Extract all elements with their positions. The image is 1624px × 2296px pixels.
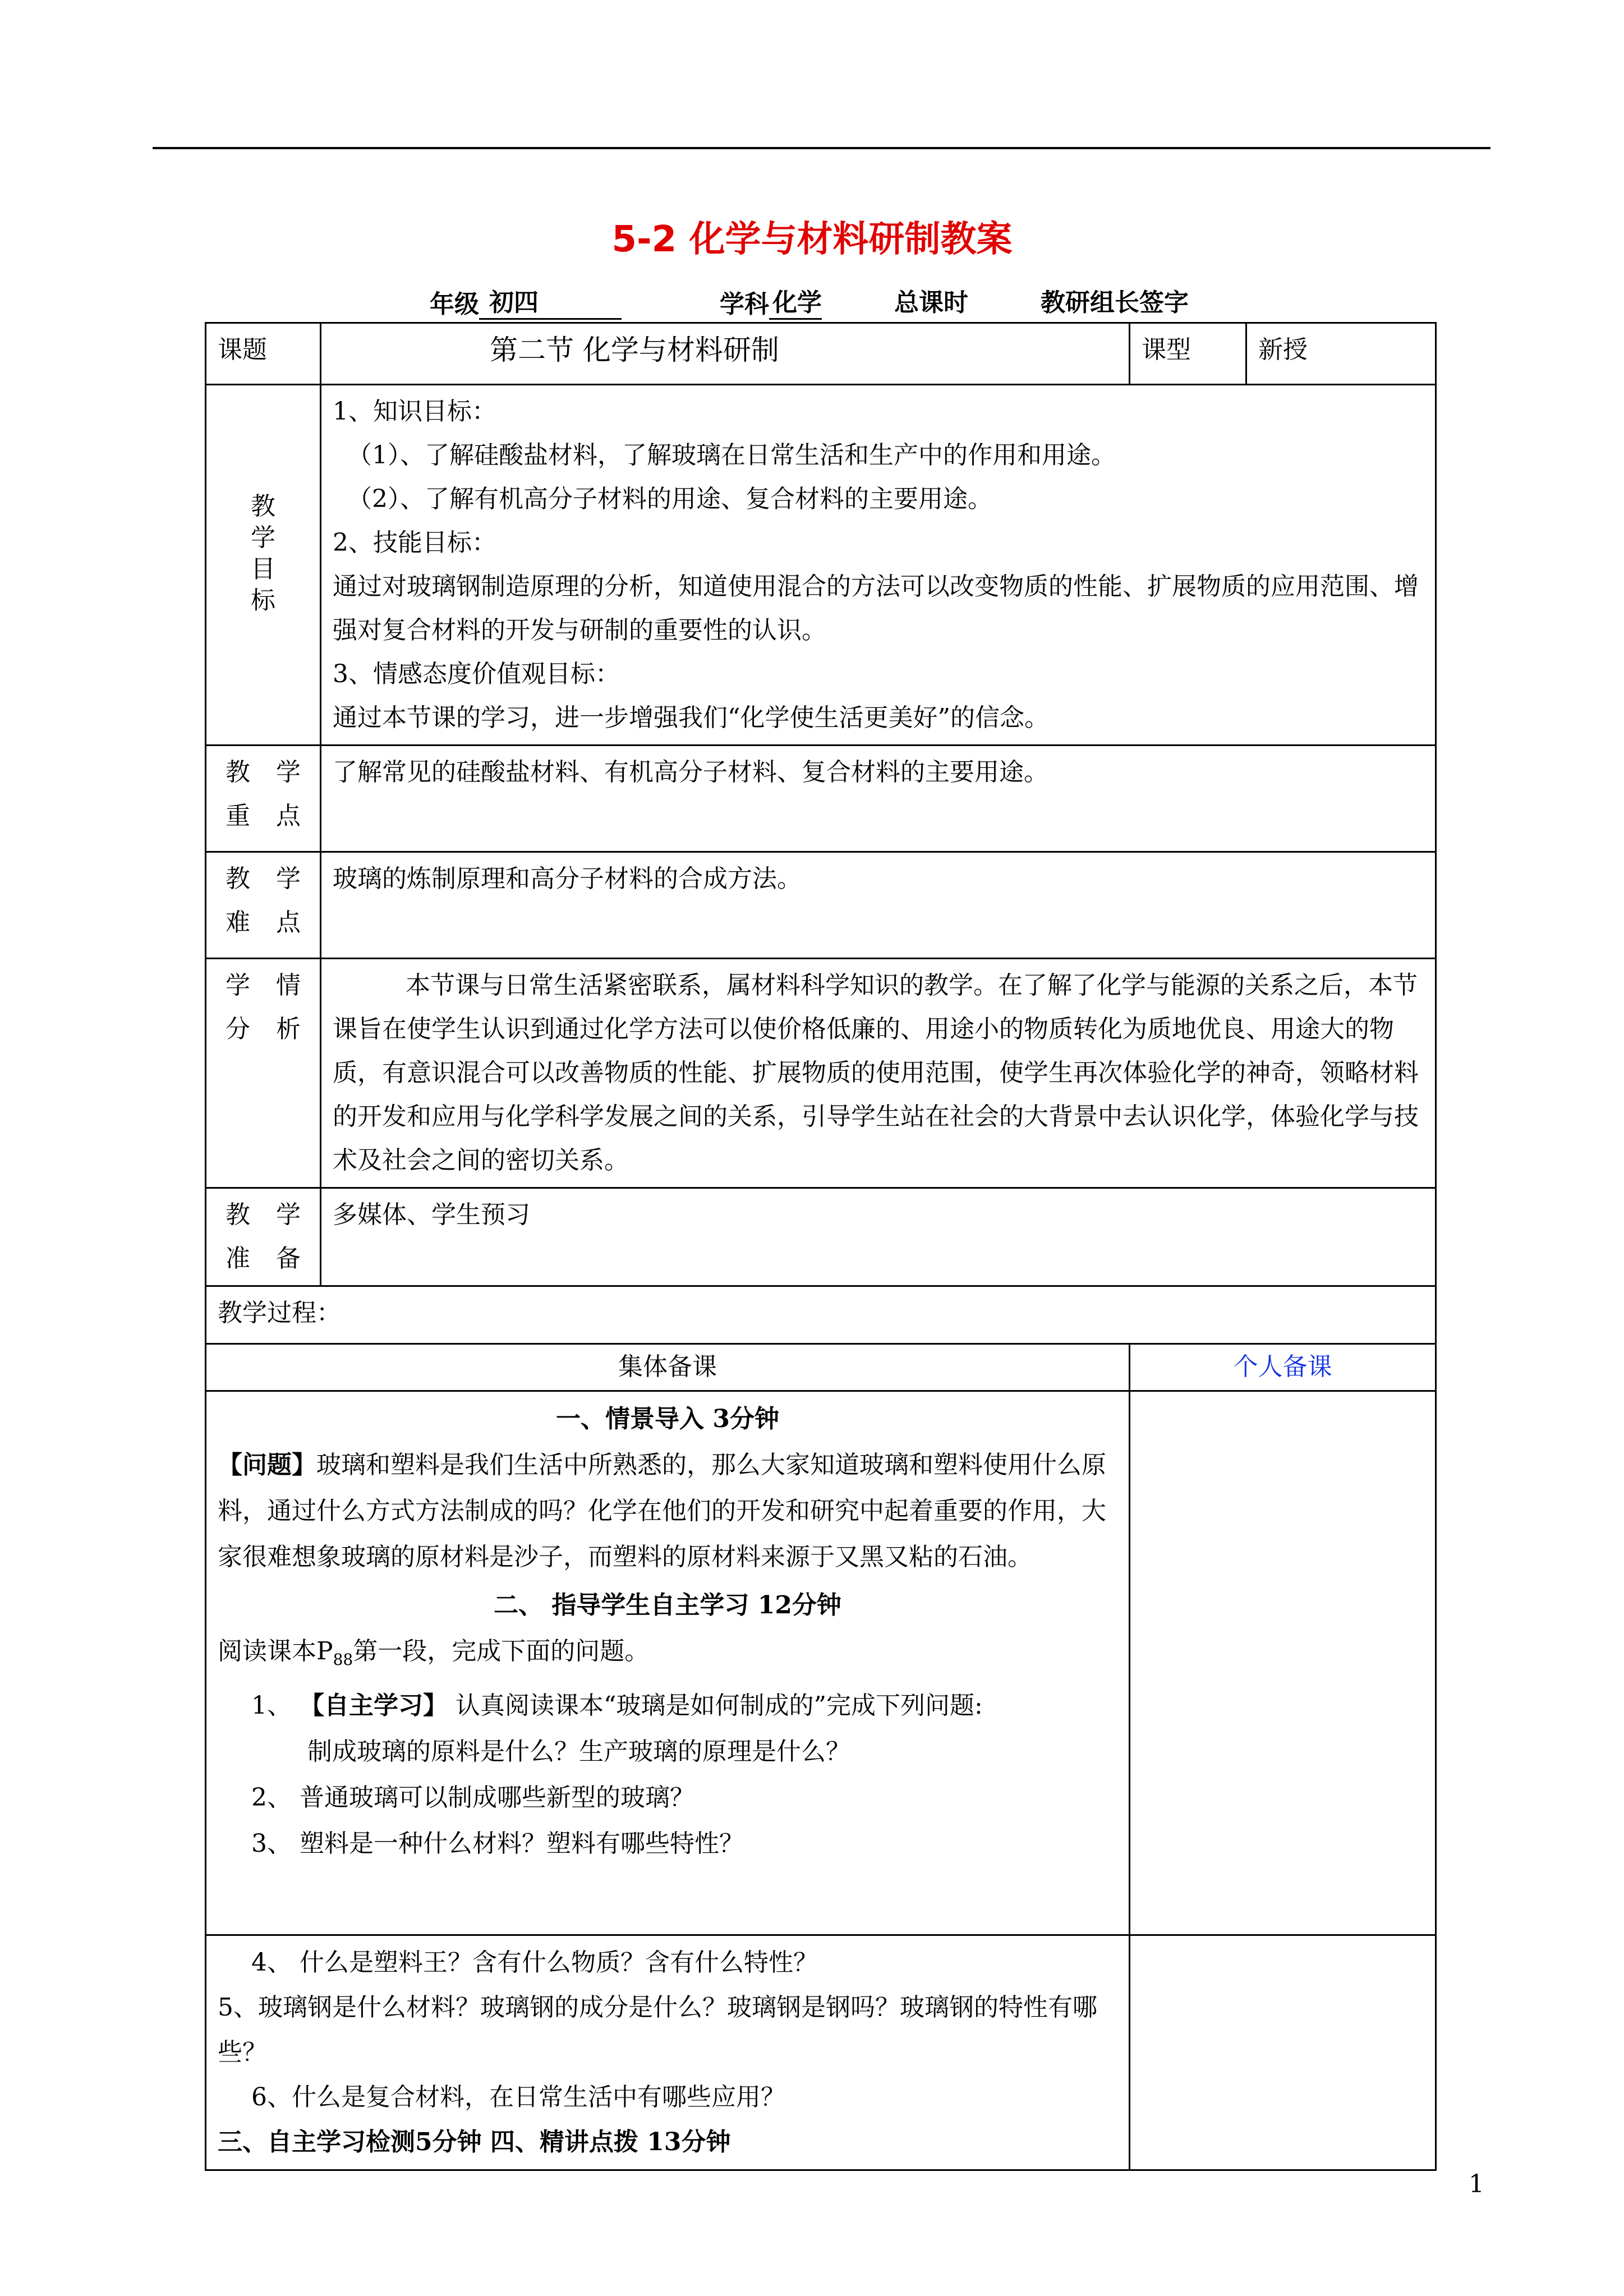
objectives-row xyxy=(206,385,1436,746)
question-tag: 【问题】 xyxy=(218,1451,316,1479)
difficulty-label-cell xyxy=(206,852,321,959)
page-number: 1 xyxy=(1469,2170,1484,2198)
item-6: 6、什么是复合材料，在日常生活中有哪些应用？ xyxy=(251,2083,785,2111)
prep-label-1: 教学 xyxy=(226,1200,301,1229)
keypoint-row xyxy=(206,746,1436,852)
process-label: 教学过程： xyxy=(206,1286,1436,1344)
item1-text: 认真阅读课本“玻璃是如何制成的”完成下列问题: xyxy=(448,1691,983,1720)
collective-label: 集体备课 xyxy=(206,1344,1130,1391)
difficulty-value: 玻璃的炼制原理和高分子材料的合成方法。 xyxy=(321,852,1436,959)
prep-value: 多媒体、学生预习 xyxy=(321,1188,1436,1286)
analysis-label-cell xyxy=(206,959,321,1188)
section1-body: 玻璃和塑料是我们生活中所熟悉的，那么大家知道玻璃和塑料使用什么原料，通过什么方式方法制成的吗？化学在他们的开发和研究中起着重要的作用，大家很难想象玻璃的原材料是沙子，而塑料的原材料来源于又黑又粘的石油。 xyxy=(218,1451,1106,1571)
page-title: 5-2 化学与材料研制教案 xyxy=(611,219,1013,260)
total-hours-label: 总课时 xyxy=(894,288,968,317)
prep-label-cell xyxy=(206,1188,321,1286)
item-1-sub: 制成玻璃的原料是什么？生产玻璃的原理是什么？ xyxy=(307,1737,850,1766)
objectives-label: 教学目标 xyxy=(251,492,275,615)
analysis-row xyxy=(206,959,1436,1188)
prep-label-2: 准备 xyxy=(226,1244,301,1273)
prep-row xyxy=(206,1188,1436,1286)
difficulty-label-2: 难点 xyxy=(226,908,301,937)
process-header-row xyxy=(206,1344,1436,1391)
grade-blank-tail xyxy=(543,318,622,320)
section3-heading: 三、自主学习检测5分钟 四、精讲点拨 13分钟 xyxy=(218,2128,731,2156)
read-prefix: 阅读课本P xyxy=(218,1637,333,1665)
section2-heading: 二、 指导学生自主学习 12分钟 xyxy=(494,1591,841,1619)
keypoint-label-cell xyxy=(206,746,321,852)
subject-field xyxy=(720,282,822,320)
personal-label: 个人备课 xyxy=(1130,1344,1436,1391)
item-2: 2、 普通玻璃可以制成哪些新型的玻璃？ xyxy=(251,1783,694,1812)
grade-label: 年级 xyxy=(430,290,479,319)
personal-content-2 xyxy=(1130,1935,1436,2170)
grade-blank-lead xyxy=(479,318,485,320)
topic-value: 第二节 化学与材料研制 xyxy=(321,323,1130,385)
section1-text xyxy=(218,1442,1117,1580)
collective-content-2 xyxy=(206,1935,1130,2170)
item-4: 4、 什么是塑料王？含有什么物质？含有什么特性？ xyxy=(251,1948,818,1977)
topic-row xyxy=(206,323,1436,385)
objective-line-4: 2、技能目标： xyxy=(333,528,496,557)
process-body-row-1 xyxy=(206,1391,1436,1935)
subject-value: 化学 xyxy=(769,282,822,320)
objective-line-5: 通过对玻璃钢制造原理的分析，知道使用混合的方法可以改变物质的性能、扩展物质的应用范围、增强对复合材料的开发与研制的重要性的认识。 xyxy=(333,572,1419,645)
header-rule xyxy=(153,147,1490,149)
analysis-value: 本节课与日常生活紧密联系，属材料科学知识的教学。在了解了化学与能源的关系之后，本节课旨在使学生认识到通过化学方法可以使价格低廉的、用途小的物质转化为质地优良、用途大的物质，有意识混合可以改善物质的性能、扩展物质的使用范围，使学生再次体验化学的神奇，领略材料的开发和应用与化学科学发展之间的关系，引导学生站在社会的大背景中去认识化学，体验化学与技术及社会之间的密切关系。 xyxy=(321,959,1436,1188)
type-value: 新授 xyxy=(1246,323,1436,385)
item1-num: 1、 xyxy=(251,1691,292,1720)
difficulty-label-1: 教学 xyxy=(226,864,301,893)
objective-line-2: （1）、了解硅酸盐材料，了解玻璃在日常生活和生产中的作用和用途。 xyxy=(347,441,1116,470)
item-1 xyxy=(218,1683,1117,1729)
objectives-label-cell xyxy=(206,385,321,746)
keypoint-value: 了解常见的硅酸盐材料、有机高分子材料、复合材料的主要用途。 xyxy=(321,746,1436,852)
objective-line-3: （2）、了解有机高分子材料的用途、复合材料的主要用途。 xyxy=(347,485,992,513)
objective-line-7: 通过本节课的学习，进一步增强我们“化学使生活更美好”的信念。 xyxy=(333,703,1049,732)
analysis-label-1: 学情 xyxy=(226,971,301,1000)
lesson-plan-table xyxy=(205,322,1437,2171)
process-label-row xyxy=(206,1286,1436,1344)
signature-label: 教研组长签字 xyxy=(1041,288,1189,317)
difficulty-row xyxy=(206,852,1436,959)
analysis-label-2: 分析 xyxy=(226,1015,301,1043)
subject-label: 学科 xyxy=(720,290,769,319)
item1-tag: 【自主学习】 xyxy=(300,1691,448,1720)
read-suffix: 第一段，完成下面的问题。 xyxy=(353,1637,650,1665)
objectives-cell xyxy=(321,385,1436,746)
topic-label: 课题 xyxy=(206,323,321,385)
objective-line-1: 1、知识目标： xyxy=(333,397,496,426)
grade-value: 初四 xyxy=(485,282,543,320)
item-3: 3、 塑料是一种什么材料？塑料有哪些特性？ xyxy=(251,1829,744,1858)
process-body-row-2 xyxy=(206,1935,1436,2170)
keypoint-label-2: 重点 xyxy=(226,802,301,830)
type-label: 课型 xyxy=(1130,323,1246,385)
section1-heading: 一、情景导入 3分钟 xyxy=(556,1405,779,1433)
grade-field xyxy=(430,282,622,320)
read-page-sub: 88 xyxy=(333,1650,353,1669)
objective-line-6: 3、情感态度价值观目标： xyxy=(333,660,620,688)
item-5: 5、玻璃钢是什么材料？玻璃钢的成分是什么？玻璃钢是钢吗？玻璃钢的特性有哪些？ xyxy=(218,1993,1097,2067)
read-instruction xyxy=(218,1628,1117,1683)
personal-content-1 xyxy=(1130,1391,1436,1935)
collective-content-1 xyxy=(206,1391,1130,1935)
keypoint-label-1: 教学 xyxy=(226,758,301,786)
